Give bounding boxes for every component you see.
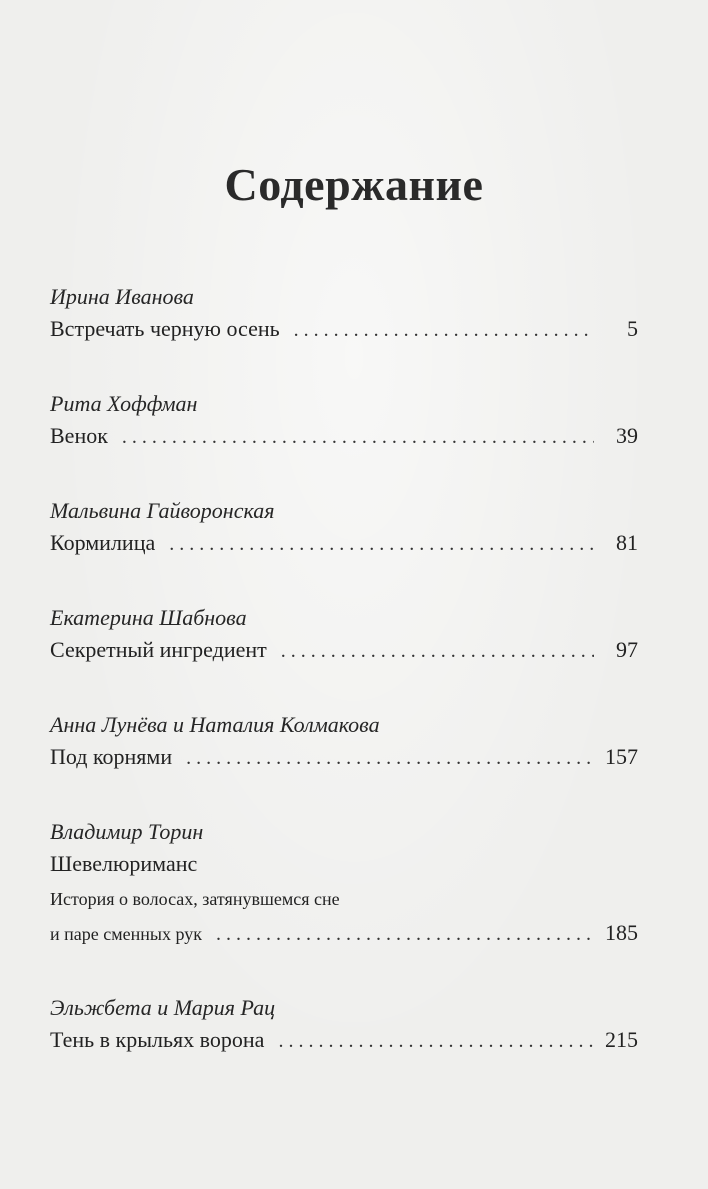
toc-title: Венок: [50, 423, 108, 448]
toc-entry: [50, 496, 638, 561]
toc-row: [50, 847, 638, 880]
toc-entry: [50, 817, 638, 951]
toc-title: Встречать черную осень: [50, 316, 280, 341]
toc-title: Кормилица: [50, 530, 156, 555]
toc-row: [50, 740, 638, 775]
dot-leader: [186, 742, 594, 775]
toc-entry: [50, 710, 638, 775]
toc-page-number: 215: [605, 1027, 638, 1052]
dot-leader: [122, 421, 594, 454]
toc-author: Ирина Иванова: [50, 284, 194, 309]
dot-leader: [281, 635, 594, 668]
toc-title: Секретный ингредиент: [50, 637, 267, 662]
dot-leader: [294, 314, 594, 347]
toc-author: Анна Лунёва и Наталия Колмакова: [50, 712, 380, 737]
toc-page-number: 81: [616, 530, 638, 555]
table-of-contents: [50, 282, 638, 1100]
toc-row: [50, 1023, 638, 1058]
dot-leader: [169, 528, 594, 561]
toc-title: Под корнями: [50, 744, 173, 769]
toc-page-number: 5: [627, 316, 638, 341]
toc-title: Тень в крыльях ворона: [50, 1027, 265, 1052]
toc-author: Владимир Торин: [50, 819, 204, 844]
toc-entry: [50, 389, 638, 454]
toc-entry: [50, 603, 638, 668]
toc-entry: [50, 282, 638, 347]
toc-row: [50, 916, 638, 951]
toc-author: Рита Хоффман: [50, 391, 198, 416]
dot-leader: [216, 918, 594, 951]
toc-row: [50, 526, 638, 561]
toc-author: Мальвина Гайворонская: [50, 498, 275, 523]
toc-author: Эльжбета и Мария Рац: [50, 995, 276, 1020]
toc-subtitle: и паре сменных рук: [50, 924, 202, 944]
toc-page-number: 97: [616, 637, 638, 662]
toc-entry: [50, 993, 638, 1058]
toc-page-number: 157: [605, 744, 638, 769]
toc-row: [50, 312, 638, 347]
toc-page-number: 39: [616, 423, 638, 448]
toc-title: Шевелюриманс: [50, 851, 198, 876]
toc-subtitle: История о волосах, затянувшемся сне: [50, 889, 340, 909]
toc-row: [50, 633, 638, 668]
page-title: Содержание: [224, 159, 484, 210]
toc-row: [50, 419, 638, 454]
toc-author: Екатерина Шабнова: [50, 605, 247, 630]
toc-page-number: 185: [605, 920, 638, 945]
dot-leader: [278, 1025, 594, 1058]
